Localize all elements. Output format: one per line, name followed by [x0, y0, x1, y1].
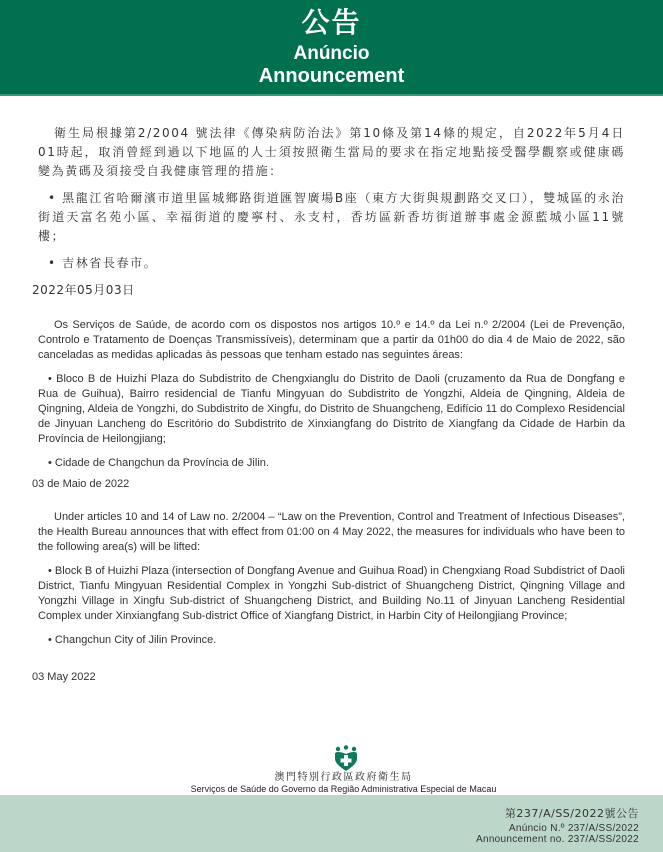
chinese-intro: 衛生局根據第2/2004 號法律《傳染病防治法》第10條及第14條的規定，自2022年5月4日01時起，取消曾經到過以下地區的人士須按照衛生當局的要求在指定地點接受醫學觀察或健康碼變為黃碼及須接受自我健康管理的措施：	[38, 126, 625, 178]
portuguese-bullet: • Cidade de Changchun da Província de Jilin.	[48, 457, 269, 469]
english-bullet: • Changchun City of Jilin Province.	[48, 634, 217, 646]
english-intro: Under articles 10 and 14 of Law no. 2/2004 – “Law on the Prevention, Control and Treatment of Infectious Diseases”, the Health Bureau announces that with effect from 01:00 on 4 May 2022, the measures for individuals who have been to the following area(s) will be lifted:	[38, 511, 625, 553]
announcement-number-pt: Anúncio N.º 237/A/SS/2022	[508, 823, 639, 834]
english-bullet: • Block B of Huizhi Plaza (intersection of Dongfang Avenue and Guihua Road) in Chengxiang Road Subdistrict of Daoli District, Tianfu Mingyuan Residential Complex in Yongzhi Sub-district of Shuangcheng District, Qingning Village and Yongzhi Village in Xingfu Sub-district of Shuangcheng District, and Building No.11 of Jinyuan Lancheng Residential Complex under Xinxiangfang Sub-district Office of Xiangfang District, in Harbin City of Heilongjiang Province;	[38, 565, 625, 622]
organization-name-pt: Serviços de Saúde do Governo da Região Administrativa Especial de Macau	[190, 784, 497, 794]
announcement-header	[0, 0, 663, 96]
chinese-date: 2022年05月03日	[32, 283, 135, 297]
portuguese-bullet: • Bloco B de Huizhi Plaza do Subdistrito de Chengxianglu do Distrito de Daoli (cruzamento da Rua de Dongfang e Rua de Guihua), Bairro residencial de Tianfu Mingyuan do Subdistrito de Yongzhi, Aldeia de Qingning, Aldeia de Qingning, Aldeia de Yongzhi, do Subdistrito de Xingfu, do Distrito de Shuangcheng, Edifício 11 do Complexo Residencial de Jinyuan Lancheng do Escritório do Subdistrito de Xinxiangfang do Distrito de Xiangfang da Cidade de Harbin da Província de Heilongjiang;	[38, 373, 625, 445]
chinese-bullet: • 黑龍江省哈爾濱市道里區城鄉路街道匯智廣場B座（東方大街與規劃路交叉口），雙城區的永治街道天富名苑小區、幸福街道的慶寧村、永支村，香坊區新香坊街道辦事處金源藍城小區11號樓；	[38, 191, 625, 243]
portuguese-date: 03 de Maio de 2022	[32, 478, 130, 490]
announcement-number-zh: 第237/A/SS/2022號公告	[504, 807, 639, 820]
portuguese-intro: Os Serviços de Saúde, de acordo com os dispostos nos artigos 10.º e 14.º da Lei n.º 2/2004 (Lei de Prevenção, Controlo e Tratamento de Doenças Transmissíveis), determinam que a partir da 01h00 do dia 4 de Maio de 2022, são canceladas as medidas aplicadas às pessoas que tenham estado nas seguintes áreas:	[38, 319, 625, 361]
health-bureau-logo-icon	[332, 744, 360, 772]
announcement-body	[32, 124, 625, 685]
announcement-footer	[0, 795, 663, 852]
organization-name-zh: 澳門特別行政區政府衛生局	[274, 772, 413, 783]
chinese-bullet: • 吉林省長春市。	[48, 256, 158, 270]
title-zh: 公告	[301, 6, 362, 39]
english-section	[32, 510, 625, 685]
english-date: 03 May 2022	[32, 671, 96, 683]
title-pt: Anúncio	[293, 43, 370, 64]
chinese-section	[32, 124, 625, 300]
announcement-number-en: Announcement no. 237/A/SS/2022	[475, 834, 639, 845]
portuguese-section	[32, 318, 625, 492]
title-en: Announcement	[258, 65, 405, 87]
